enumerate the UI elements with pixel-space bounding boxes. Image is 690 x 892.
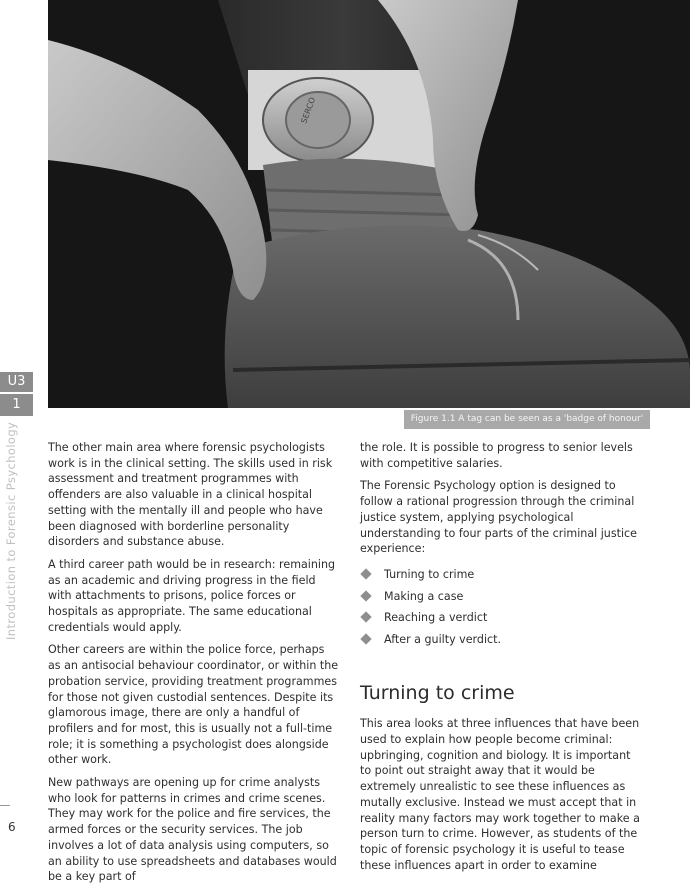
bullet-item [360,629,644,651]
bullet-list [360,564,644,650]
paragraph: The Forensic Psychology option is designed to follow a rational progression through the criminal justice system, applying psychological understanding to four parts of the criminal justice experience: [360,479,637,556]
diamond-bullet-icon [360,568,371,579]
unit-tab: U3 [0,372,33,392]
bullet-text: After a guilty verdict. [384,632,502,646]
figure-caption: Figure 1.1 A tag can be seen as a 'badge of honour' [404,410,650,429]
diamond-bullet-icon [360,611,371,622]
bullet-item [360,586,644,608]
paragraph: A third career path would be in research: remaining as an academic and driving progress in the field with attachments to prisons, police forces or hospitals as appropriate. The same educational credentials would apply. [48,557,336,634]
paragraph: Other careers are within the police force, perhaps as an antisocial behaviour coordinator, or within the probation service, providing treatment programmes for those not given custodial sentences. Despite its glamorous image, there are only a handful of profilers and for most, this is usually not a full-time role; it is something a psychologist does alongside other work. [48,643,339,767]
page-number-rule [0,805,10,806]
vertical-chapter-title: Introduction to Forensic Psychology [4,421,18,640]
svg-text:SERCO: SERCO [299,96,318,125]
section-heading: Turning to crime [360,682,515,705]
ankle-tag-photo [48,0,690,408]
right-column [360,440,644,880]
page-number: 6 [8,820,16,834]
bullet-item [360,564,644,586]
paragraph: The other main area where forensic psychologists work is in the clinical setting. The skills used in risk assessment and treatment programmes with offenders are also valuable in a clinical hospital setting with the mentally ill and people who have been diagnosed with borderline personality disorders and substance abuse. [48,441,333,549]
left-column [48,440,340,892]
bullet-text: Turning to crime [384,567,475,581]
bullet-item [360,607,644,629]
bullet-text: Making a case [384,589,464,603]
paragraph: New pathways are opening up for crime analysts who look for patterns in crimes and crime scenes. They may work for the police and fire services, the armed forces or the security services. The job involves a lot of data analysis using computers, so an ability to use spreadsheets and databases would be a key part of [48,776,337,884]
paragraph: This area looks at three influences that have been used to explain how people become criminal: upbringing, cognition and biology. It is important to point out straight away that it would be extremely unrealistic to see these influences as mutally exclusive. Instead we must accept that in reality many factors may work together to make a person turn to crime. However, as students of the topic of forensic psychology it is useful to tease these influences apart in order to examine [360,717,640,872]
diamond-bullet-icon [360,633,371,644]
bullet-text: Reaching a verdict [384,611,488,625]
figure-photo [48,0,690,408]
chapter-tab: 1 [0,394,33,416]
paragraph: the role. It is possible to progress to senior levels with competitive salaries. [360,441,633,470]
diamond-bullet-icon [360,590,371,601]
